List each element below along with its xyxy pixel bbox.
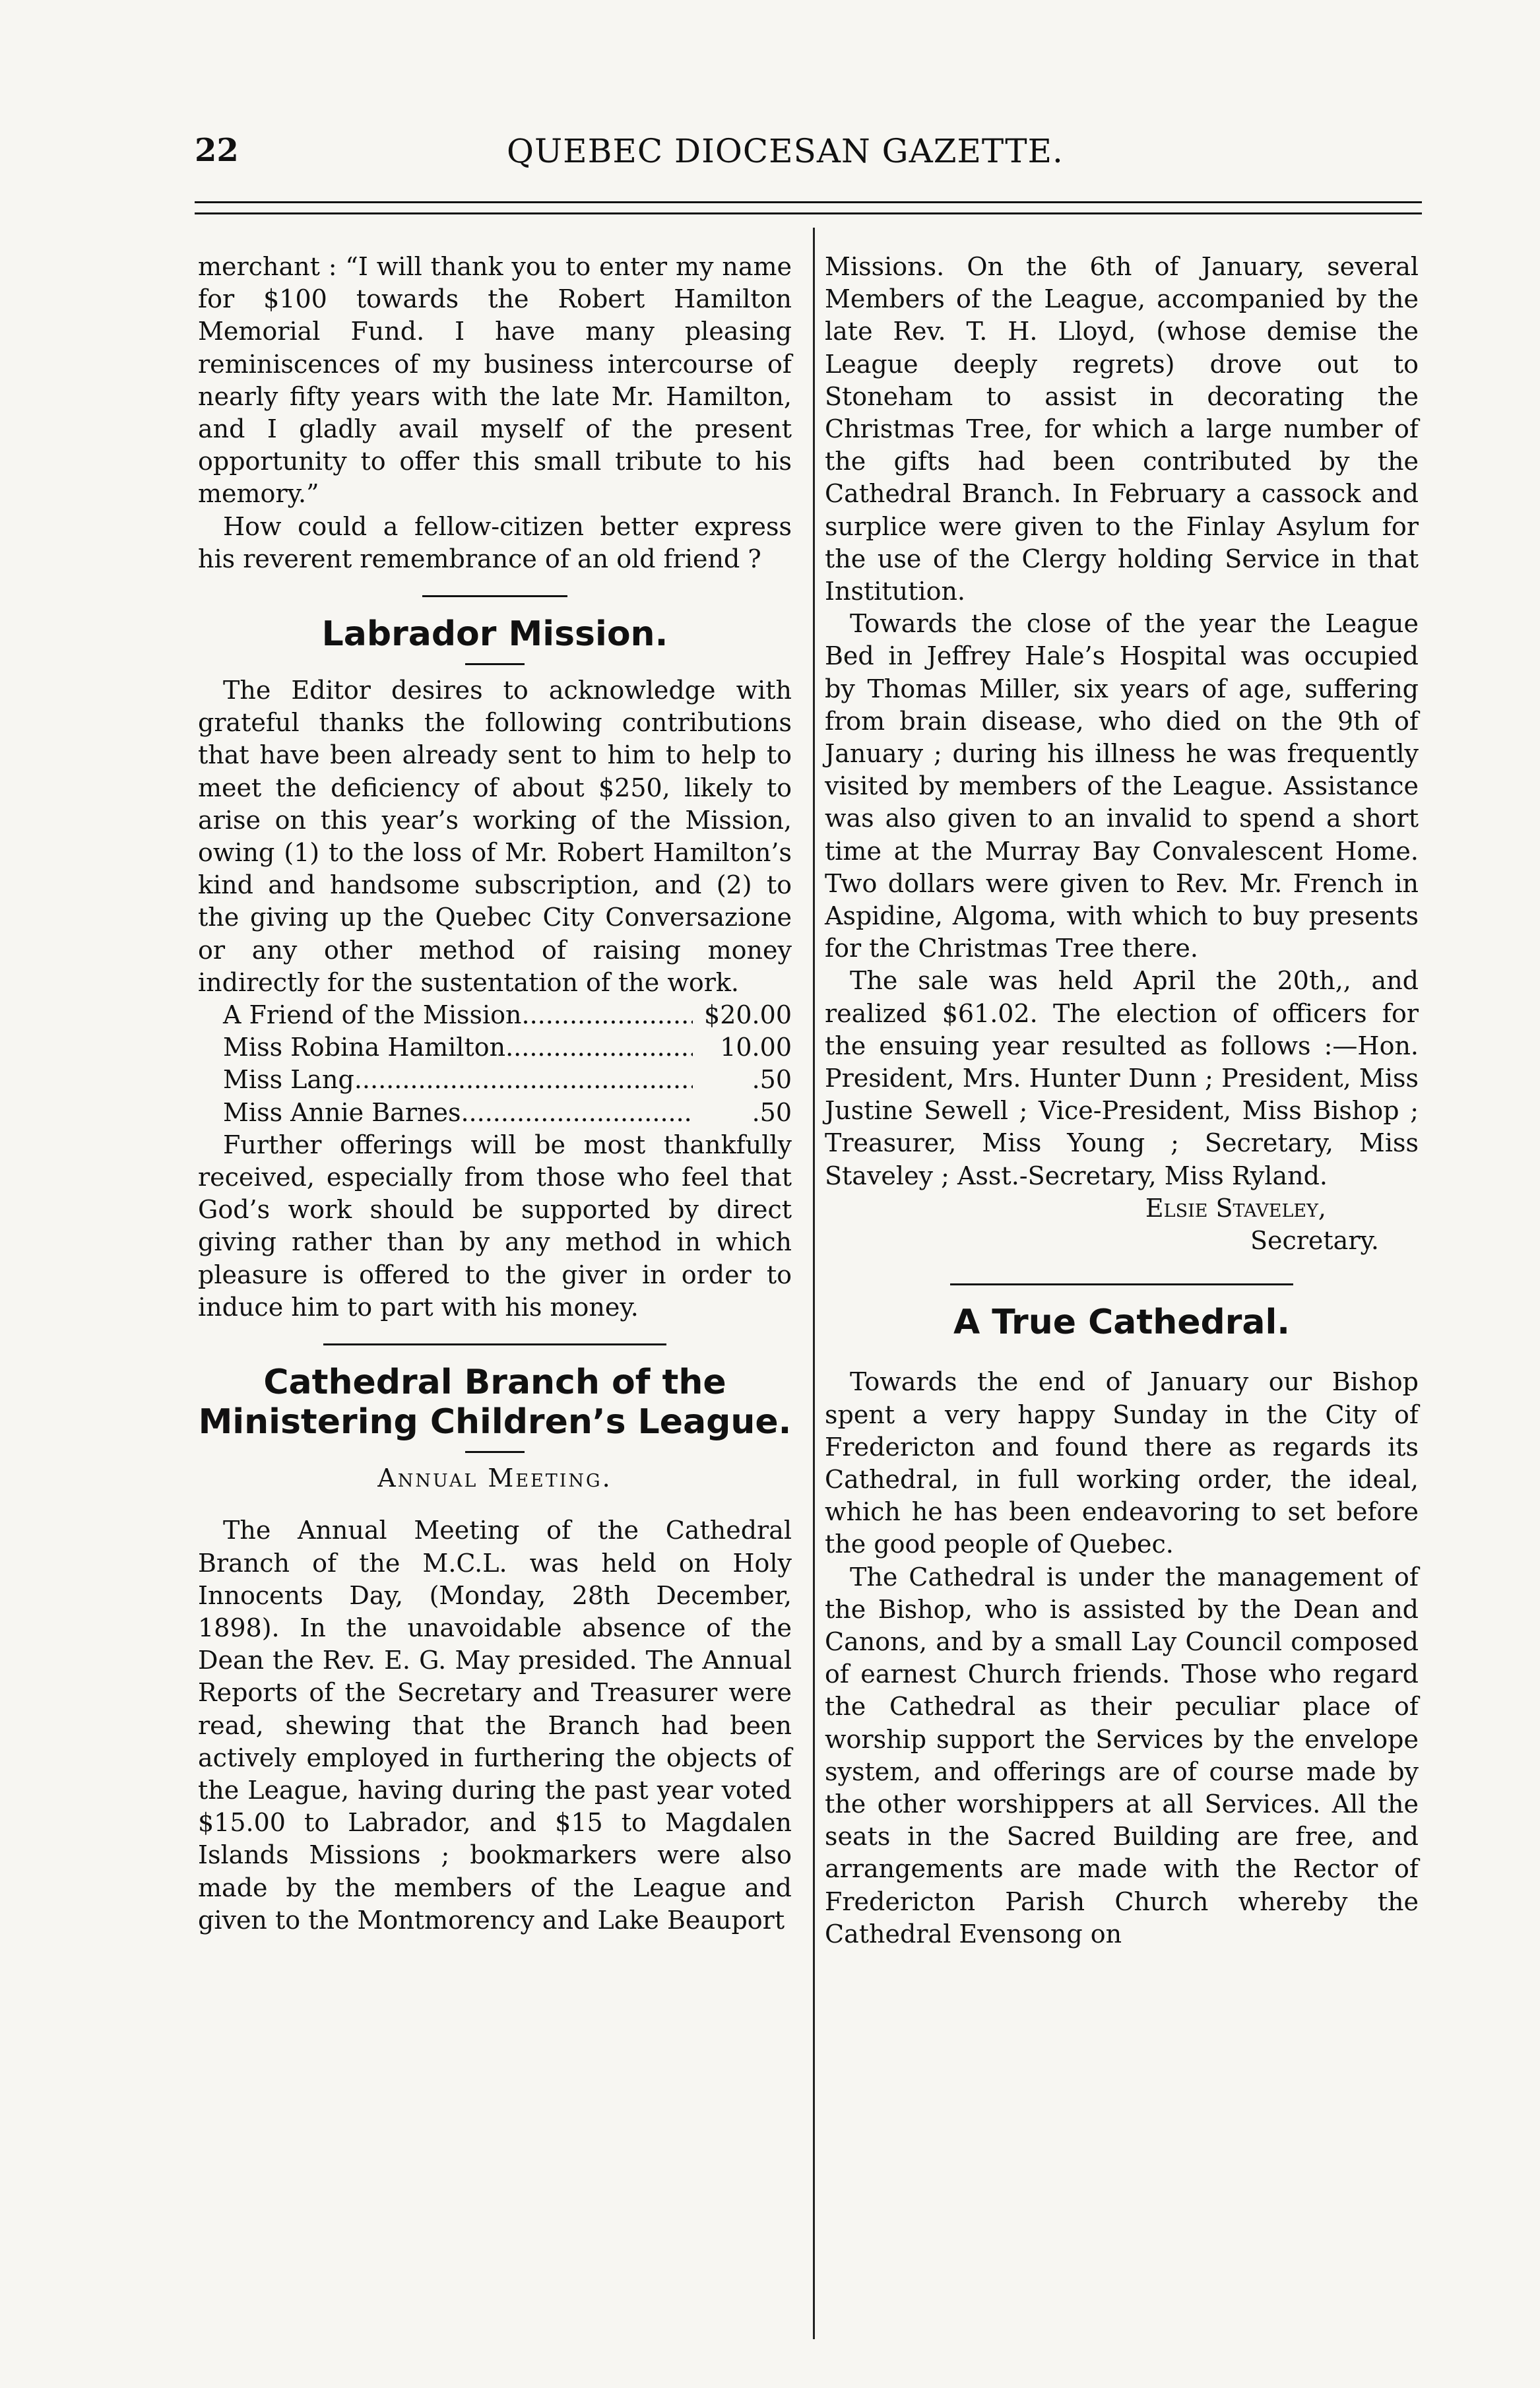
labrador-mission-heading: Labrador Mission. xyxy=(321,614,668,655)
contribution-row xyxy=(198,1031,792,1064)
labrador-closing-paragraph: Further offerings will be most thankfully received, especially from those who feel that God’s work should be supported by direct giving rather than by any method in which pleasure is offered to the giver in order to induce him to part with his money. xyxy=(198,1130,792,1322)
contribution-amount: .50 xyxy=(752,1065,792,1095)
contribution-list xyxy=(198,999,792,1129)
league-continuation-paragraph: Missions. On the 6th of January, several Members of the League, accompanied by the late Rev. T. H. Lloyd, (whose demise the League deeply regrets) drove out to Stoneham to assist in decorating the Christmas Tree, for which a large number of the gifts had been contributed by the Cathedral Branch. In February a cassock and surplice were given to the Finlay Asylum for the use of the Clergy holding Service in that Institution. xyxy=(825,252,1419,606)
contributor-name: Miss Annie Barnes xyxy=(223,1097,461,1127)
sale-election-paragraph: The sale was held April the 20th,, and realized $61.02. The election of officers for the ensuing year resulted as follows :—Hon. President, Mrs. Hunter Dunn ; President, Miss Justine Sewell ; Vice-President, Miss Bishop ; Treasurer, Miss Young ; Secretary, Miss Staveley ; Asst.-Secretary, Miss Ryland. xyxy=(825,966,1419,1190)
leader-dots xyxy=(461,1097,693,1129)
section-rule-long xyxy=(323,1343,666,1345)
leader-dots xyxy=(505,1031,693,1064)
leader-dots xyxy=(354,1064,693,1096)
cathedral-paragraph-1: Towards the end of January our Bishop spent a very happy Sunday in the City of Fredericton and found there as regards its Cathedral, in full working order, the ideal, which he has been endeavoring to set before the good people of Quebec. xyxy=(825,1367,1419,1559)
header-double-rule xyxy=(195,201,1422,214)
section-rule xyxy=(422,595,567,597)
league-heading: Cathedral Branch of the Ministering Children’s League. xyxy=(198,1363,792,1442)
contribution-row xyxy=(198,999,792,1031)
contribution-amount: .50 xyxy=(752,1097,792,1127)
leader-dots xyxy=(521,999,693,1031)
contribution-row xyxy=(198,1064,792,1096)
contributor-name: Miss Lang xyxy=(223,1065,354,1095)
contributor-name: A Friend of the Mission xyxy=(223,1000,522,1030)
contribution-row xyxy=(198,1097,792,1129)
merchant-letter-paragraph: merchant : “I will thank you to enter my name for $100 towards the Robert Hamilton Memorial Fund. I have many pleasing reminiscences of my business intercourse of nearly fifty years with the late Mr. Hamilton, and I gladly avail myself of the present opportunity to offer this small tribute to his memory.” xyxy=(198,252,792,509)
annual-meeting-subheading: Annual Meeting. xyxy=(377,1464,612,1493)
signature-name: Elsie Staveley, xyxy=(1145,1193,1326,1223)
gazette-title: QUEBEC DIOCESAN GAZETTE. xyxy=(507,132,1064,170)
contribution-amount: $20.00 xyxy=(704,1000,792,1030)
league-paragraph: The Annual Meeting of the Cathedral Branch of the M.C.L. was held on Holy Innocents Day, (Monday, 28th December, 1898). In the unavoidable absence of the Dean the Rev. E. G. May presided. The Annual Reports of the Secretary and Treasurer were read, shewing that the Branch had been actively employed in furthering the objects of the League, having during the past year voted $15.00 to Labrador, and $15 to Magdalen Islands Missions ; bookmarkers were also made by the members of the League and given to the Montmorency and Lake Beauport xyxy=(198,1516,792,1935)
column-divider xyxy=(813,228,815,2339)
page-header xyxy=(195,132,1376,178)
league-bed-paragraph: Towards the close of the year the League Bed in Jeffrey Hale’s Hospital was occupied by Thomas Miller, six years of age, suffering from brain disease, who died on the 9th of January ; during his illness he was frequently visited by members of the League. Assistance was also given to an invalid to spend a short time at the Murray Bay Convalescent Home. Two dollars were given to Rev. Mr. French in Aspidine, Algoma, with which to buy presents for the Christmas Tree there. xyxy=(825,609,1419,963)
fellow-citizen-paragraph: How could a fellow-citizen better express his reverent remembrance of an old friend ? xyxy=(198,511,792,573)
contribution-amount: 10.00 xyxy=(720,1033,792,1062)
section-rule-long xyxy=(950,1283,1293,1285)
labrador-paragraph: The Editor desires to acknowledge with grateful thanks the following contributions that have been already sent to him to help to meet the deficiency of about $250, likely to arise on this year’s working of the Mission, owing (1) to the loss of Mr. Robert Hamilton’s kind and handsome subscription, and (2) to the giving up the Quebec City Conversazione or any other method of raising money indirectly for the sustentation of the work. xyxy=(198,676,792,997)
signature-title: Secretary. xyxy=(1250,1226,1379,1256)
cathedral-paragraph-2: The Cathedral is under the management of the Bishop, who is assisted by the Dean and Canons, and by a small Lay Council composed of earnest Church friends. Those who regard the Cathedral as their peculiar place of worship support the Services by the envelope system, and offerings are of course made by the other worshippers at all Services. All the seats in the Sacred Building are free, and arrangements are made with the Rector of Fredericton Parish Church whereby the Cathedral Evensong on xyxy=(825,1562,1419,1949)
left-column xyxy=(198,251,792,1937)
section-rule-short xyxy=(465,1451,525,1453)
contributor-name: Miss Robina Hamilton xyxy=(223,1033,506,1062)
section-rule-short xyxy=(465,663,525,665)
true-cathedral-heading: A True Cathedral. xyxy=(953,1303,1291,1343)
right-column xyxy=(825,251,1419,1951)
spacer xyxy=(825,1346,1419,1366)
page-number: 22 xyxy=(195,132,239,169)
